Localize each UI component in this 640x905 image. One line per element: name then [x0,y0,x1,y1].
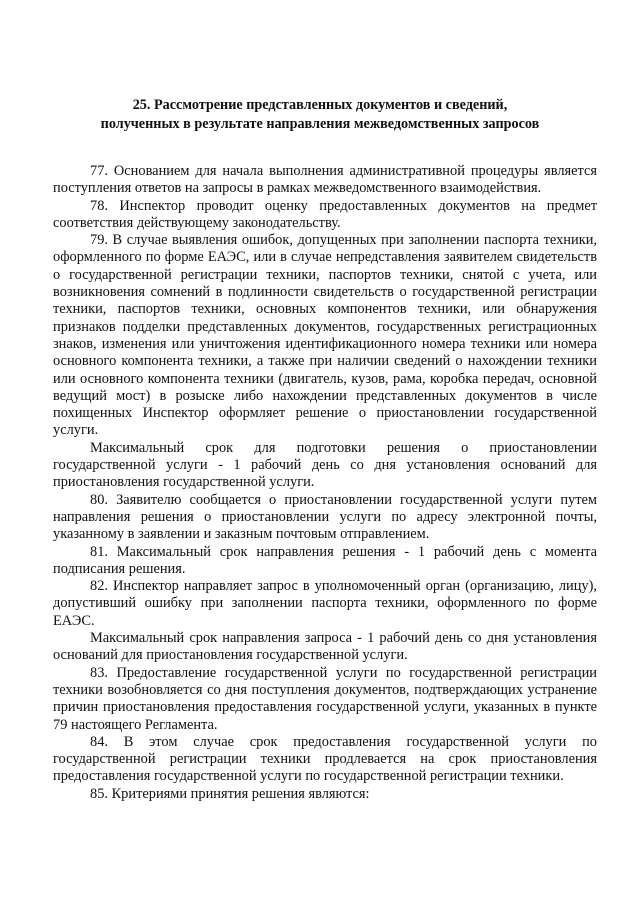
paragraph-79: 79. В случае выявления ошибок, допущенных при заполнении паспорта техники, оформленного по форме ЕАЭС, или в случае непредставления заявителем свидетельств о государственной регистрации техники, паспортов техники, снятой с учета, или возникновения сомнений в подлинности свидетельств о государственной регистрации техники, паспортов техники, основных компонентов техники, или обнаружения признаков подделки представленных документов, государственных регистрационных знаков, изменения или уничтожения идентификационного номера техники или номера основного компонента техники, а также при наличии сведений о нахождении техники или основного компонента техники (двигатель, кузов, рама, коробка передач, основной ведущий мост) в розыске либо нахождении представленных документов в числе похищенных Инспектор оформляет решение о приостановлении государственной услуги. [53,232,597,439]
paragraph-81: 81. Максимальный срок направления решения - 1 рабочий день с момента подписания решения. [53,543,597,577]
paragraph-83: 83. Предоставление государственной услуги по государственной регистрации техники возобновляется со дня поступления документов, подтверждающих устранение причин приостановления предоставления государственной услуги, указанных в пункте 79 настоящего Регламента. [53,664,597,733]
paragraph-82-deadline: Максимальный срок направления запроса - 1 рабочий день со дня установления оснований для приостановления государственной услуги. [53,630,597,664]
paragraph-77: 77. Основанием для начала выполнения административной процедуры является поступления ответов на запросы в рамках межведомственного взаимодействия. [53,163,597,197]
section-heading: 25. Рассмотрение представленных документов и сведений, полученных в результате направления межведомственных запросов [100,97,540,132]
paragraph-79-deadline: Максимальный срок для подготовки решения о приостановлении государственной услуги - 1 рабочий день со дня установления оснований для приостановления государственной услуги. [53,439,597,491]
paragraph-84: 84. В этом случае срок предоставления государственной услуги по государственной регистрации техники продлевается на срок приостановления предоставления государственной услуги по государственной регистрации техники. [53,733,597,785]
paragraph-82: 82. Инспектор направляет запрос в уполномоченный орган (организацию, лицу), допустивший ошибку при заполнении паспорта техники, оформленного по форме ЕАЭС. [53,578,597,629]
paragraph-78: 78. Инспектор проводит оценку предоставленных документов на предмет соответствия действующему законодательству. [53,197,597,231]
paragraph-85: 85. Критериями принятия решения являются: [90,785,370,802]
paragraph-80: 80. Заявителю сообщается о приостановлении государственной услуги путем направления решения о приостановлении услуги по адресу электронной почты, указанному в заявлении и заказным почтовым отправлением. [53,491,597,543]
document-body [53,163,597,803]
